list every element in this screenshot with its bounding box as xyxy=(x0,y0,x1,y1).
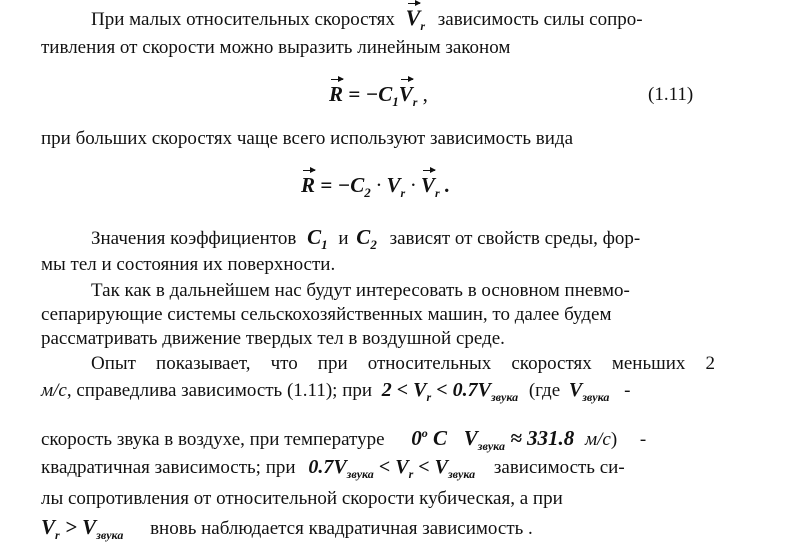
equation-1-11 xyxy=(329,82,428,114)
paragraph-1-line-1 xyxy=(91,6,643,38)
equation-number: (1.11) xyxy=(648,84,694,105)
coefficient: C xyxy=(378,82,393,106)
equals-minus: = − xyxy=(343,82,379,106)
punctuation: , xyxy=(417,82,428,106)
subscript: r xyxy=(55,528,60,542)
paragraph-5-line-6 xyxy=(41,515,533,547)
dot-operator: · xyxy=(370,173,382,197)
text-run: ) xyxy=(610,429,618,450)
formula-part: < V xyxy=(413,456,448,478)
paragraph-3-line-2: мы тел и состояния их поверхности. xyxy=(41,254,336,275)
text-run: и xyxy=(338,228,349,249)
subscript: 1 xyxy=(392,94,399,109)
subscript: r xyxy=(426,390,432,404)
subscript: 1 xyxy=(321,237,328,252)
subscript: звука xyxy=(447,467,476,481)
formula-part: 2 < V xyxy=(381,379,427,401)
velocity-vector: V xyxy=(420,173,435,197)
paragraph-5-line-3 xyxy=(41,421,646,458)
subscript: r xyxy=(420,19,425,33)
vector-letter: V xyxy=(405,5,421,30)
text-run: - xyxy=(624,380,631,401)
formula-part: 0 xyxy=(411,426,422,450)
formula-part: 0.7V xyxy=(308,456,347,478)
text-run: зависят от свойств среды, фор- xyxy=(389,228,641,249)
subscript: звука xyxy=(346,467,374,481)
coefficient: C xyxy=(350,173,365,197)
punctuation: . xyxy=(439,173,451,197)
equals-minus: = − xyxy=(315,173,351,197)
text-run: зависимость си- xyxy=(493,457,625,478)
subscript: 2 xyxy=(364,185,371,200)
subscript: звука xyxy=(582,390,610,404)
velocity-vector: V xyxy=(398,82,413,106)
inline-formula xyxy=(41,515,124,542)
formula-part: C xyxy=(427,426,448,450)
text-run: зависимость силы сопро- xyxy=(437,9,643,30)
formula-part: V xyxy=(568,379,583,401)
equation-quadratic xyxy=(301,173,450,205)
text-run: - xyxy=(639,429,647,450)
inline-formula xyxy=(568,379,610,404)
text-run: (где xyxy=(528,380,561,401)
subscript: звука xyxy=(96,528,124,542)
text-run: скорость звука в воздухе, при температуре xyxy=(41,429,385,450)
velocity-vector xyxy=(405,5,425,33)
formula-part: < 0.7V xyxy=(431,379,491,401)
unit: м/с xyxy=(584,429,611,450)
coefficient-c1 xyxy=(307,225,328,252)
text-run: , справедлива зависимость (1.11); при xyxy=(66,380,373,401)
formula-part: V xyxy=(41,515,56,539)
unit: м/с xyxy=(41,380,67,401)
force-vector: R xyxy=(301,173,316,197)
paragraph-4-line-1: Так как в дальнейшем нас будут интересовать в основном пневмо- xyxy=(91,280,630,301)
coefficient-letter: C xyxy=(356,225,371,249)
dot-operator: · xyxy=(405,173,416,197)
text-run: Значения коэффициентов xyxy=(91,228,297,249)
paragraph-2: при больших скоростях чаще всего используют зависимость вида xyxy=(41,128,574,149)
subscript: 2 xyxy=(370,237,377,252)
subscript: звука xyxy=(490,390,519,404)
formula-part: V xyxy=(463,426,478,450)
subscript: r xyxy=(408,467,414,481)
paragraph-5-line-1: Опыт показывает, что при относительных скоростях меньших 2 xyxy=(91,353,715,374)
subscript: звука xyxy=(477,439,505,453)
paragraph-5-line-4 xyxy=(41,455,625,486)
inline-formula xyxy=(463,426,575,453)
formula-part: < V xyxy=(373,456,409,478)
text-run: вновь наблюдается квадратичная зависимость . xyxy=(150,518,533,539)
velocity: V xyxy=(386,173,401,197)
paragraph-4-line-2: сепарирующие системы сельскохозяйственных машин, то далее будем xyxy=(41,304,612,325)
subscript: r xyxy=(434,186,440,200)
inline-formula xyxy=(411,426,447,450)
formula-part: ≈ 331.8 xyxy=(504,426,575,450)
formula-part: > V xyxy=(59,515,97,539)
paragraph-4-line-3: рассматривать движение твердых тел в воздушной среде. xyxy=(41,328,505,349)
inline-formula xyxy=(381,379,519,404)
degree-mark: o xyxy=(421,426,428,440)
paragraph-5-line-5: лы сопротивления от относительной скорости кубическая, а при xyxy=(41,488,563,509)
force-vector: R xyxy=(329,82,344,106)
text-run: квадратичная зависимость; при xyxy=(41,457,296,478)
subscript: r xyxy=(412,95,418,109)
paragraph-1-line-2: тивления от скорости можно выразить линейным законом xyxy=(41,37,511,58)
inline-formula xyxy=(308,456,476,481)
coefficient-letter: C xyxy=(307,225,322,249)
paragraph-5-line-2 xyxy=(41,378,630,409)
text-run: При малых относительных скоростях xyxy=(91,9,395,30)
subscript: r xyxy=(400,186,406,200)
coefficient-c2 xyxy=(356,225,377,252)
